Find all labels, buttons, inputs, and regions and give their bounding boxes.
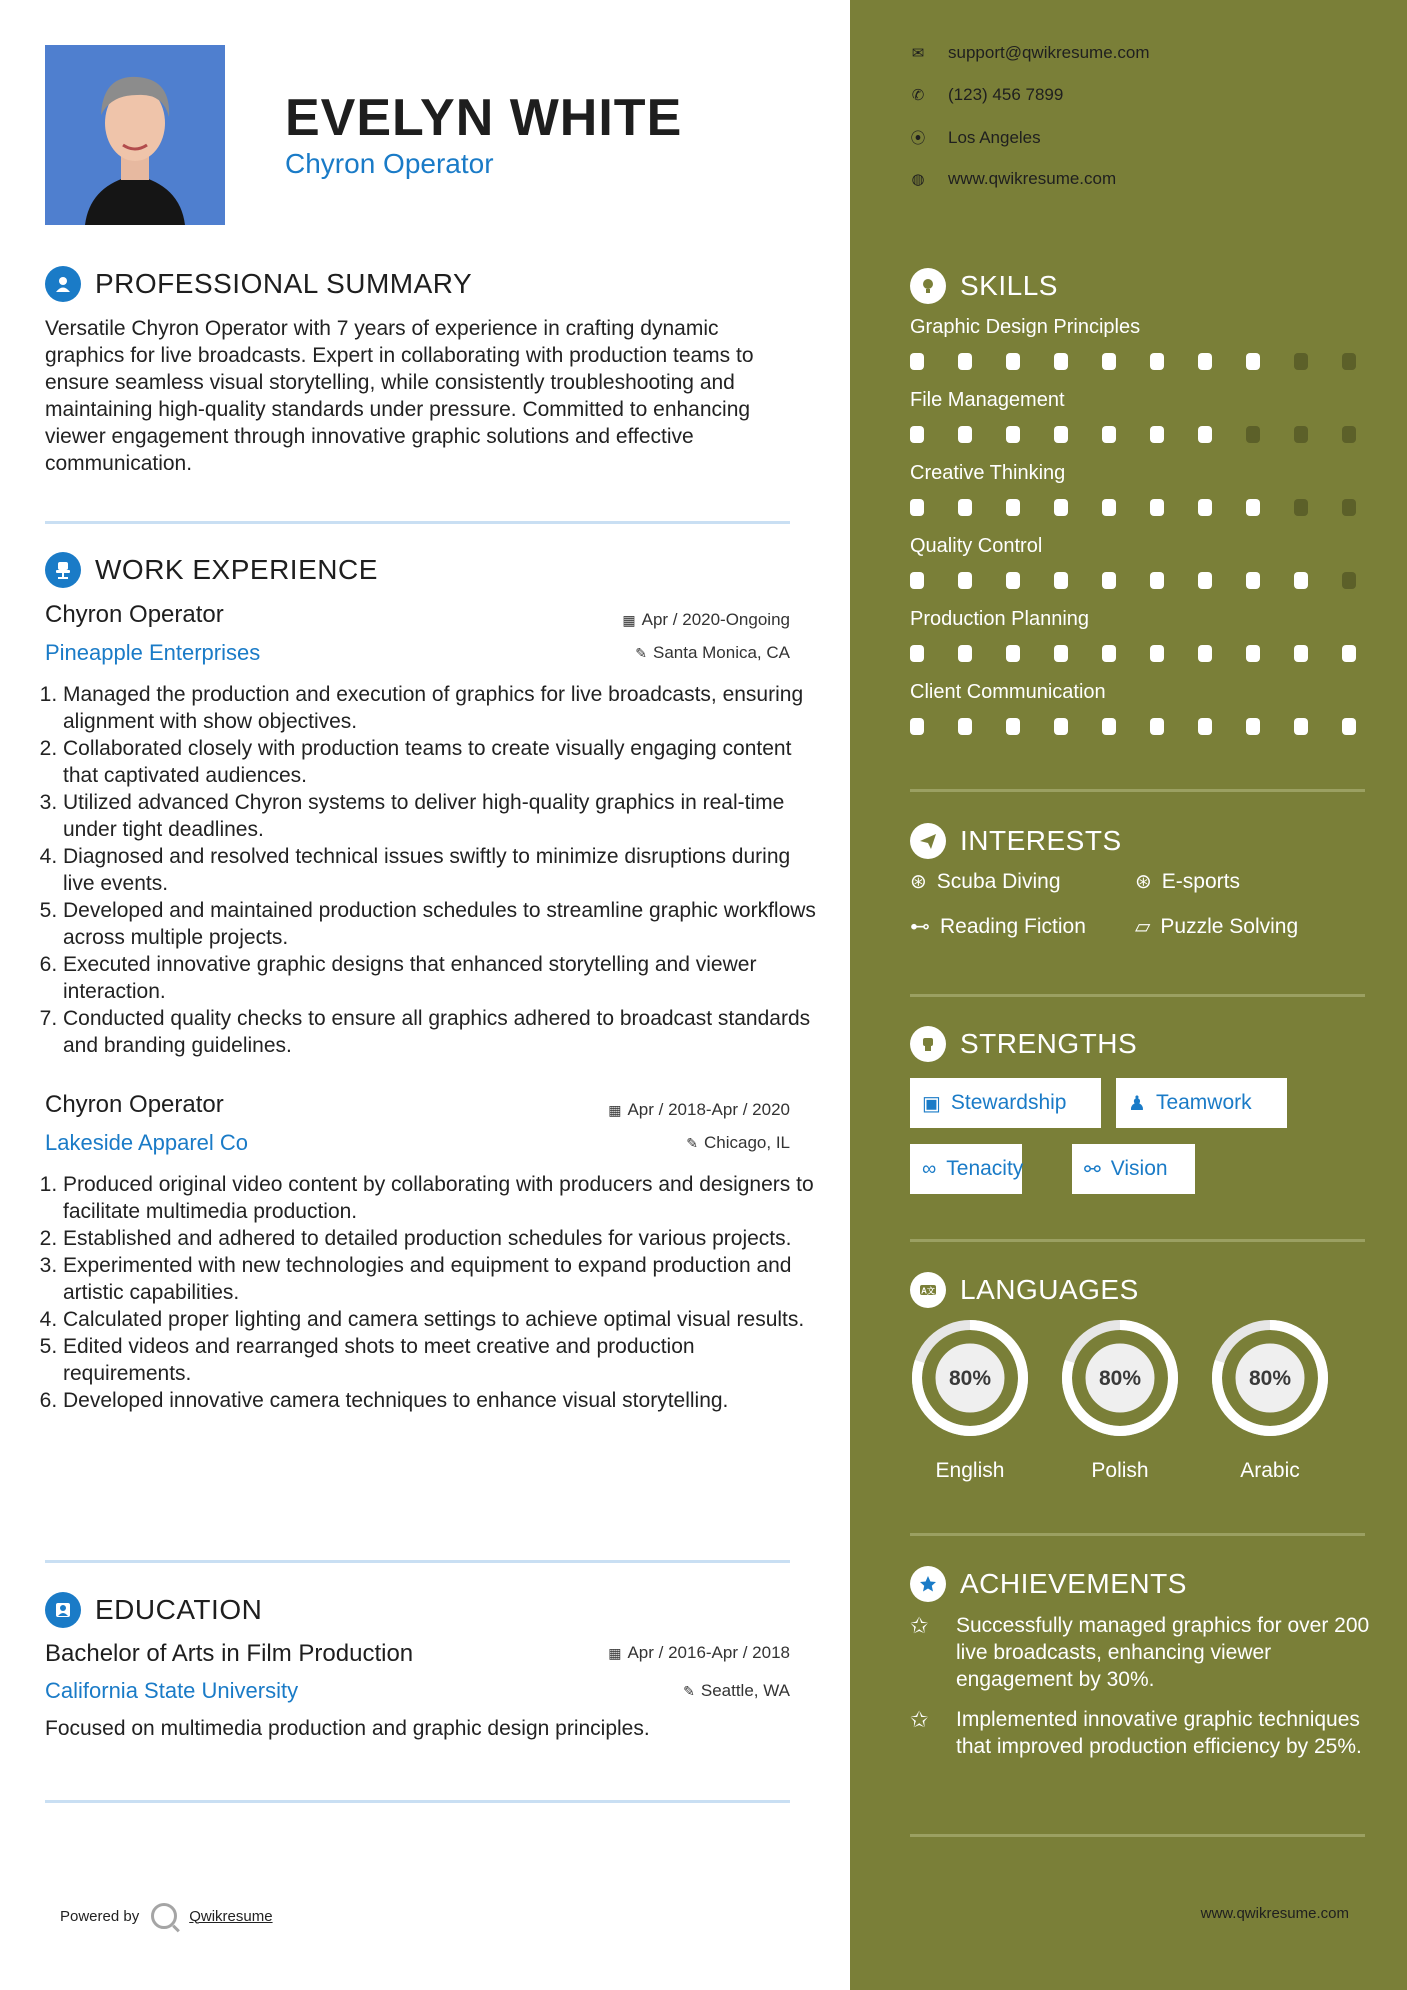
skill-dot <box>1294 353 1308 370</box>
job-1-company: Pineapple Enterprises <box>45 640 261 665</box>
skill-dot <box>1342 572 1356 589</box>
skill-dot <box>1342 718 1356 735</box>
skill-dot <box>1198 645 1212 662</box>
skill-rating <box>910 645 1356 662</box>
divider <box>910 994 1365 997</box>
contact-phone[interactable]: ✆ (123) 456 7899 <box>911 85 1064 104</box>
job-1-bullets <box>45 681 818 1059</box>
skill-dot <box>958 426 972 443</box>
achievements-heading <box>910 1566 1187 1602</box>
skill-dot <box>1102 718 1116 735</box>
strength-tag: ▣ Stewardship <box>910 1078 1101 1128</box>
list-item: 5. Developed and maintained production schedules to streamline graphic workflows across multiple projects. <box>63 897 818 951</box>
skill-dot <box>1198 718 1212 735</box>
brand-link[interactable]: Qwikresume <box>189 1907 273 1925</box>
strength-tag: ⚯ Vision <box>1072 1144 1195 1194</box>
skill-dot <box>1246 353 1260 370</box>
interest-item: ⊛ E-sports <box>1135 869 1240 893</box>
link-icon: ∞ <box>922 1157 937 1180</box>
skill-dot <box>1006 353 1020 370</box>
summary-heading <box>45 266 472 302</box>
skill-dot <box>910 718 924 735</box>
languages-heading <box>910 1272 1139 1308</box>
map-pin-icon: ⦿ <box>910 130 926 147</box>
skill-name: Creative Thinking <box>910 462 1066 484</box>
powered-by <box>60 1903 273 1929</box>
list-item: 2. Established and adhered to detailed production schedules for various projects. <box>63 1225 818 1252</box>
list-item: 1. Produced original video content by collaborating with producers and designers to facilitate multimedia production. <box>63 1171 818 1225</box>
skill-dot <box>910 499 924 516</box>
job-2-bullets <box>45 1171 818 1414</box>
education-location: ✎ Seattle, WA <box>683 1681 790 1700</box>
strengths-heading <box>910 1026 1137 1062</box>
list-item: 3. Experimented with new technologies and equipment to expand production and artistic capabilities. <box>63 1252 818 1306</box>
language-item <box>910 1318 1030 1483</box>
skill-dot <box>1150 572 1164 589</box>
user-icon <box>45 266 81 302</box>
skill-dot <box>910 572 924 589</box>
list-item: 1. Managed the production and execution of graphics for live broadcasts, ensuring alignment with show objectives. <box>63 681 818 735</box>
language-icon <box>910 1272 946 1308</box>
interests-title: INTERESTS <box>960 825 1122 856</box>
skill-dot <box>1294 718 1308 735</box>
powered-by-label: Powered by <box>60 1907 140 1925</box>
divider <box>910 1533 1365 1536</box>
language-name: Arabic <box>1240 1459 1300 1482</box>
globe-icon: ◍ <box>911 171 925 188</box>
skill-dot <box>1006 718 1020 735</box>
achievement-item: ✩ Implemented innovative graphic techniques that improved production efficiency by 25%. <box>910 1707 1362 1758</box>
calendar-icon: ▦ <box>608 1645 622 1661</box>
skill-name: Graphic Design Principles <box>910 316 1141 338</box>
skill-name: Quality Control <box>910 535 1043 557</box>
list-item: 4. Diagnosed and resolved technical issues swiftly to minimize disruptions during live events. <box>63 843 818 897</box>
divider <box>910 789 1365 792</box>
job-2-dates: ▦ Apr / 2018-Apr / 2020 <box>608 1100 790 1119</box>
skill-dot <box>1054 426 1068 443</box>
interest-item: ⊛ Scuba Diving <box>910 869 1061 893</box>
star-badge-icon <box>910 1566 946 1602</box>
svg-text:A文: A文 <box>921 1286 935 1296</box>
language-percent: 80% <box>1098 1367 1142 1390</box>
qwikresume-logo-icon <box>151 1903 177 1929</box>
skill-dot <box>1246 572 1260 589</box>
skill-dot <box>1054 718 1068 735</box>
languages-title: LANGUAGES <box>960 1274 1139 1305</box>
candidate-name: EVELYN WHITE <box>285 89 683 147</box>
skill-dot <box>1054 353 1068 370</box>
skill-dot <box>1342 353 1356 370</box>
lightbulb-icon <box>910 268 946 304</box>
divider <box>45 1800 790 1803</box>
gamepad-icon: ⊷ <box>910 916 930 938</box>
phone-icon: ✆ <box>911 87 925 104</box>
skill-name: File Management <box>910 389 1065 411</box>
fist-icon <box>910 1026 946 1062</box>
job-1-dates: ▦ Apr / 2020-Ongoing <box>622 610 790 629</box>
graduate-icon <box>45 1592 81 1628</box>
skill-dot <box>1294 499 1308 516</box>
calendar-icon: ▦ <box>608 1102 622 1118</box>
binoculars-icon: ⚯ <box>1084 1158 1101 1181</box>
skill-dot <box>1198 426 1212 443</box>
skill-rating <box>910 499 1356 516</box>
skill-dot <box>1294 426 1308 443</box>
job-2-location: ✎ Chicago, IL <box>686 1133 790 1152</box>
skill-dot <box>1054 645 1068 662</box>
office-chair-icon <box>45 552 81 588</box>
skill-rating <box>910 426 1356 443</box>
skill-dot <box>1150 645 1164 662</box>
skill-name: Production Planning <box>910 608 1090 630</box>
degree: Bachelor of Arts in Film Production <box>45 1640 414 1667</box>
skill-dot <box>1342 426 1356 443</box>
skill-dot <box>958 353 972 370</box>
footer-url[interactable]: www.qwikresume.com <box>1200 1905 1349 1922</box>
profile-photo <box>45 45 225 225</box>
strength-tag: ♟ Teamwork <box>1116 1078 1287 1128</box>
language-name: Polish <box>1091 1459 1149 1482</box>
education-heading <box>45 1592 262 1628</box>
job-1-location: ✎ Santa Monica, CA <box>635 643 790 662</box>
divider <box>45 521 790 524</box>
language-ring <box>1210 1318 1330 1438</box>
achievements-title: ACHIEVEMENTS <box>960 1568 1187 1599</box>
skill-dot <box>1054 572 1068 589</box>
interest-item: ▱ Puzzle Solving <box>1135 914 1299 938</box>
list-item: 6. Developed innovative camera techniques to enhance visual storytelling. <box>63 1387 818 1414</box>
calendar-icon: ▦ <box>622 612 636 628</box>
job-1-title: Chyron Operator <box>45 601 224 628</box>
list-item: 7. Conducted quality checks to ensure all graphics adhered to broadcast standards and branding guidelines. <box>63 1005 818 1059</box>
book-icon: ▱ <box>1135 916 1151 938</box>
summary-text: Versatile Chyron Operator with 7 years of experience in crafting dynamic graphics for live broadcasts. Expert in collaborating with production teams to ensure seamless visual storytelling, while consistently troubleshooting and maintaining high-quality standards under pressure. Committed to enhancing viewer engagement through innovative graphic solutions and effective communication. <box>45 317 754 475</box>
contact-website[interactable]: ◍ www.qwikresume.com <box>911 169 1117 188</box>
skill-dot <box>1294 645 1308 662</box>
list-item: 2. Collaborated closely with production teams to create visually engaging content that captivated audiences. <box>63 735 818 789</box>
divider <box>910 1239 1365 1242</box>
skill-dot <box>1102 645 1116 662</box>
education-description: Focused on multimedia production and graphic design principles. <box>45 1717 650 1740</box>
language-ring <box>1060 1318 1180 1438</box>
list-item: 6. Executed innovative graphic designs that enhanced storytelling and viewer interaction. <box>63 951 818 1005</box>
skill-dot <box>1102 572 1116 589</box>
skills-heading <box>910 268 1058 304</box>
language-item <box>1060 1318 1180 1483</box>
summary-title: PROFESSIONAL SUMMARY <box>95 268 473 299</box>
education-dates: ▦ Apr / 2016-Apr / 2018 <box>608 1643 790 1662</box>
skill-dot <box>958 572 972 589</box>
skill-dot <box>1150 718 1164 735</box>
list-item: 4. Calculated proper lighting and camera settings to achieve optimal visual results. <box>63 1306 818 1333</box>
job-2-company: Lakeside Apparel Co <box>45 1130 249 1155</box>
contact-email[interactable]: ✉ support@qwikresume.com <box>911 43 1150 62</box>
job-2-title: Chyron Operator <box>45 1091 224 1118</box>
skill-dot <box>910 645 924 662</box>
work-heading <box>45 552 378 588</box>
skill-dot <box>1102 353 1116 370</box>
achievement-item: ✩ Successfully managed graphics for over 200 live broadcasts, enhancing viewer engagement by 30%. <box>910 1613 1370 1691</box>
skill-dot <box>1054 499 1068 516</box>
skill-dot <box>1198 572 1212 589</box>
school: California State University <box>45 1678 299 1703</box>
education-title: EDUCATION <box>95 1594 263 1625</box>
skill-dot <box>1246 499 1260 516</box>
life-ring-icon: ⊛ <box>910 871 927 893</box>
strengths-title: STRENGTHS <box>960 1028 1138 1059</box>
strength-tag: ∞ Tenacity <box>910 1144 1022 1194</box>
skill-dot <box>1294 572 1308 589</box>
skill-dot <box>1150 426 1164 443</box>
star-icon: ✩ <box>910 1613 929 1638</box>
skill-rating <box>910 718 1356 735</box>
skill-dot <box>1198 353 1212 370</box>
skill-dot <box>1342 645 1356 662</box>
skill-dot <box>1342 499 1356 516</box>
life-ring-icon: ⊛ <box>1135 871 1152 893</box>
candidate-role: Chyron Operator <box>285 148 494 179</box>
contact-location: ⦿ Los Angeles <box>910 127 1041 147</box>
work-title: WORK EXPERIENCE <box>95 554 378 585</box>
skill-dot <box>1246 645 1260 662</box>
language-ring <box>910 1318 1030 1438</box>
pin-icon: ✎ <box>683 1683 695 1699</box>
skill-dot <box>1006 499 1020 516</box>
pin-icon: ✎ <box>686 1135 698 1151</box>
briefcase-icon: ▣ <box>922 1092 941 1115</box>
skill-dot <box>1198 499 1212 516</box>
skill-dot <box>958 718 972 735</box>
users-icon: ♟ <box>1128 1092 1146 1115</box>
divider <box>45 1560 790 1563</box>
skill-rating <box>910 353 1356 370</box>
skill-name: Client Communication <box>910 681 1106 703</box>
skill-dot <box>1102 499 1116 516</box>
skill-dot <box>958 499 972 516</box>
skill-dot <box>1006 572 1020 589</box>
skill-dot <box>1006 426 1020 443</box>
skill-dot <box>958 645 972 662</box>
skill-dot <box>1150 353 1164 370</box>
star-icon: ✩ <box>910 1707 929 1732</box>
interest-item: ⊷ Reading Fiction <box>910 914 1086 938</box>
divider <box>910 1834 1365 1837</box>
skill-dot <box>910 353 924 370</box>
list-item: 3. Utilized advanced Chyron systems to deliver high-quality graphics in real-time under tight deadlines. <box>63 789 818 843</box>
paper-plane-icon <box>910 823 946 859</box>
skill-dot <box>1006 645 1020 662</box>
language-item <box>1210 1318 1330 1483</box>
skill-dot <box>910 426 924 443</box>
skill-dot <box>1150 499 1164 516</box>
list-item: 5. Edited videos and rearranged shots to meet creative and production requirements. <box>63 1333 818 1387</box>
interests-heading <box>910 823 1122 859</box>
skill-rating <box>910 572 1356 589</box>
skill-dot <box>1246 718 1260 735</box>
skill-dot <box>1246 426 1260 443</box>
skills-title: SKILLS <box>960 270 1058 301</box>
language-name: English <box>935 1459 1005 1482</box>
skill-dot <box>1102 426 1116 443</box>
language-percent: 80% <box>948 1367 992 1390</box>
language-percent: 80% <box>1248 1367 1292 1390</box>
envelope-icon: ✉ <box>911 45 925 62</box>
pin-icon: ✎ <box>635 645 647 661</box>
